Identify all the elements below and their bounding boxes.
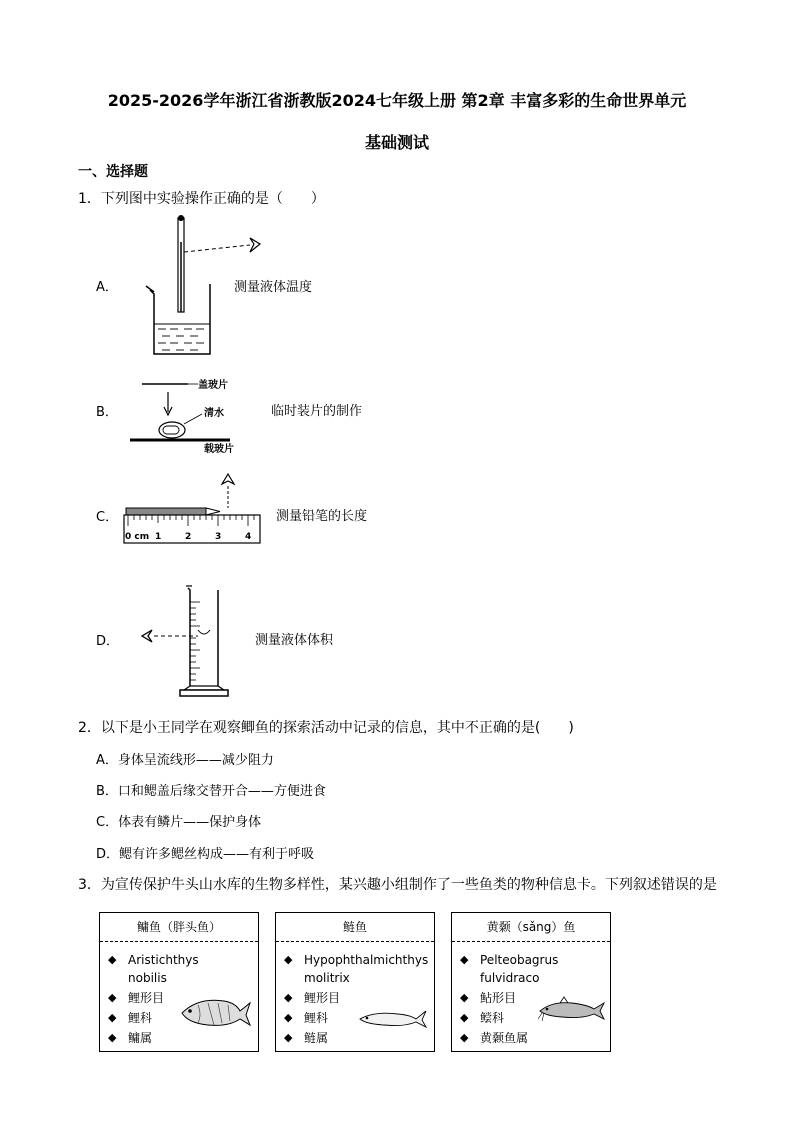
- card-family: 鲤科: [304, 1011, 329, 1025]
- ruler-tick-4: 4: [245, 532, 252, 542]
- q1-option-a-letter: A．: [96, 280, 118, 295]
- ruler-tick-1: 1: [155, 532, 162, 542]
- q1-option-c-letter: C．: [96, 510, 119, 525]
- ruler-tick-2: 2: [185, 532, 192, 542]
- bullet-icon: ◆: [460, 953, 469, 966]
- q2-option-b: B．口和鳃盖后缘交替开合——方便进食: [96, 784, 326, 799]
- q2-option-d: D．鳃有许多鳃丝构成——有利于呼吸: [96, 847, 315, 862]
- species-card-bighead-carp: [99, 912, 259, 1052]
- bullet-icon: ◆: [460, 1011, 469, 1024]
- q1-option-b-caption: 临时装片的制作: [271, 404, 363, 419]
- latin-name-genus: Pelteobagrus: [480, 953, 559, 967]
- bullet-icon: ◆: [460, 1031, 469, 1044]
- yellow-catfish-drawing: [538, 995, 606, 1025]
- card-family: 鲿科: [480, 1011, 505, 1025]
- latin-name-species: fulvidraco: [480, 971, 540, 985]
- species-card-yellow-catfish: [451, 912, 611, 1052]
- q1-option-a-caption: 测量液体温度: [234, 280, 313, 295]
- bullet-icon: ◆: [284, 1011, 293, 1024]
- card-title: 鳙鱼（胖头鱼）: [100, 913, 258, 942]
- bullet-icon: ◆: [284, 953, 293, 966]
- bullet-icon: ◆: [108, 953, 117, 966]
- ruler-tick-3: 3: [215, 532, 222, 542]
- q2-option-a: A．身体呈流线形——减少阻力: [96, 753, 274, 768]
- card-family: 鲤科: [128, 1011, 153, 1025]
- latin-name-species: molitrix: [304, 971, 350, 985]
- q1-option-d-letter: D．: [96, 634, 120, 649]
- bullet-icon: ◆: [284, 1031, 293, 1044]
- species-card-silver-carp: [275, 912, 435, 1052]
- question-2-stem: 2．以下是小王同学在观察鲫鱼的探索活动中记录的信息，其中不正确的是( ): [78, 720, 574, 736]
- q1-option-b-letter: B．: [96, 405, 118, 420]
- silver-carp-drawing: [358, 1005, 428, 1031]
- card-order: 鲇形目: [480, 991, 517, 1005]
- question-3-stem: 3．为宣传保护牛头山水库的生物多样性，某兴趣小组制作了一些鱼类的物种信息卡。下列叙述错误的是: [78, 877, 717, 893]
- page-title-line1: 2025-2026学年浙江省浙教版2024七年级上册 第2章 丰富多彩的生命世界单元: [107, 91, 687, 110]
- q1-option-c-caption: 测量铅笔的长度: [276, 509, 368, 524]
- graduated-cylinder-figure: [136, 582, 256, 702]
- card-order: 鲤形目: [304, 991, 341, 1005]
- cover-slip-label: 盖玻片: [198, 380, 228, 391]
- bullet-icon: ◆: [108, 991, 117, 1004]
- page-title-line2: 基础测试: [364, 133, 429, 152]
- bullet-icon: ◆: [108, 1031, 117, 1044]
- card-genus: 鳙属: [128, 1031, 153, 1045]
- latin-name-species: nobilis: [128, 971, 167, 985]
- card-genus: 鲢属: [304, 1031, 329, 1045]
- question-1-stem: 1．下列图中实验操作正确的是（ ）: [78, 191, 325, 207]
- card-title: 鲢鱼: [276, 913, 434, 942]
- card-genus: 黄颡鱼属: [480, 1031, 529, 1045]
- latin-name-genus: Hypophthalmichthys: [304, 953, 429, 967]
- latin-name-genus: Aristichthys: [128, 953, 199, 967]
- bullet-icon: ◆: [460, 991, 469, 1004]
- water-label: 清水: [204, 408, 224, 419]
- card-order: 鲤形目: [128, 991, 165, 1005]
- ruler-tick-0: 0 cm: [125, 532, 150, 542]
- bighead-carp-drawing: [178, 991, 252, 1031]
- slide-preparation-figure: [126, 374, 266, 458]
- q1-option-d-caption: 测量液体体积: [255, 633, 334, 648]
- q2-option-c: C．体表有鳞片——保护身体: [96, 815, 262, 830]
- bullet-icon: ◆: [108, 1011, 117, 1024]
- bullet-icon: ◆: [284, 991, 293, 1004]
- section-heading: 一、选择题: [78, 164, 148, 180]
- card-title: 黄颡（sǎng）鱼: [452, 913, 610, 942]
- slide-label: 载玻片: [204, 444, 234, 455]
- ruler-pencil-figure: [122, 470, 266, 550]
